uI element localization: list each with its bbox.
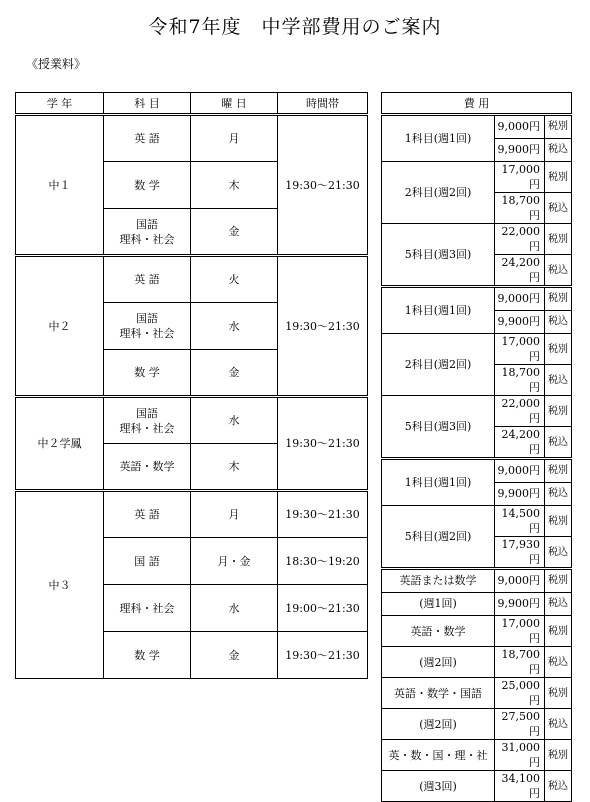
- fee-group-2: [382, 287, 572, 459]
- time-cell: 19:30～21:30: [278, 256, 368, 397]
- time-cell: 19:30～21:30: [278, 397, 368, 491]
- tax-in-tag: 税込: [545, 193, 572, 224]
- price-in-tax: 9,900円: [495, 310, 545, 334]
- page-title: 令和7年度 中学部費用のご案内: [148, 16, 442, 38]
- subject-cell: 英語・数学: [104, 444, 191, 491]
- tax-in-tag: 税込: [545, 138, 572, 162]
- subject-cell: 英 語: [104, 115, 191, 162]
- tax-in-tag: 税込: [545, 592, 572, 616]
- day-cell: 水: [191, 397, 278, 444]
- price-ex-tax: 9,000円: [495, 115, 545, 139]
- subject-cell: 英 語: [104, 256, 191, 303]
- tax-in-tag: 税込: [545, 255, 572, 287]
- subject-cell: [104, 397, 191, 444]
- subject-line: 理科・社会: [119, 327, 175, 340]
- subject-cell: 数 学: [104, 632, 191, 679]
- time-cell: 19:30～21:30: [278, 491, 368, 538]
- course-label: 1科目(週1回): [382, 115, 495, 162]
- course-frequency: (週2回): [382, 709, 495, 740]
- price-in-tax: 18,700円: [495, 365, 545, 396]
- subject-cell: 数 学: [104, 350, 191, 397]
- course-label: 英語または数学: [382, 569, 495, 593]
- subject-line: 理科・社会: [119, 232, 175, 246]
- price-in-tax: 18,700円: [495, 193, 545, 224]
- tax-ex-tag: 税別: [545, 224, 572, 255]
- day-cell: 木: [191, 444, 278, 491]
- price-ex-tax: 14,500円: [495, 506, 545, 537]
- course-label: 2科目(週2回): [382, 334, 495, 396]
- tax-ex-tag: 税別: [545, 162, 572, 193]
- section-label: 《授業料》: [26, 57, 87, 71]
- course-label: 英・数・国・理・社: [382, 740, 495, 771]
- tax-in-tag: 税込: [545, 709, 572, 740]
- course-frequency: (週1回): [382, 592, 495, 616]
- fee-group-1: [382, 115, 572, 287]
- grade-cell: 中２: [16, 256, 104, 397]
- tax-in-tag: 税込: [545, 771, 572, 802]
- fee-group-4: [382, 569, 572, 802]
- time-cell: 19:30～21:30: [278, 115, 368, 256]
- price-ex-tax: 17,000円: [495, 334, 545, 365]
- price-in-tax: 9,900円: [495, 482, 545, 506]
- subject-cell: 理科・社会: [104, 585, 191, 632]
- time-cell: 18:30～19:20: [278, 538, 368, 585]
- price-ex-tax: 17,000円: [495, 162, 545, 193]
- tax-ex-tag: 税別: [545, 287, 572, 311]
- price-ex-tax: 22,000円: [495, 396, 545, 427]
- price-ex-tax: 25,000円: [495, 678, 545, 709]
- time-cell: 19:30～21:30: [278, 632, 368, 679]
- tax-ex-tag: 税別: [545, 616, 572, 647]
- tax-in-tag: 税込: [545, 537, 572, 569]
- course-label: 英語・数学: [382, 616, 495, 647]
- day-cell: 月: [191, 115, 278, 162]
- price-in-tax: 24,200円: [495, 255, 545, 287]
- day-cell: 金: [191, 350, 278, 397]
- day-cell: 月・金: [191, 538, 278, 585]
- price-ex-tax: 22,000円: [495, 224, 545, 255]
- day-cell: 木: [191, 162, 278, 209]
- price-in-tax: 18,700円: [495, 647, 545, 678]
- tax-ex-tag: 税別: [545, 334, 572, 365]
- header-subject: 科 目: [104, 93, 191, 115]
- grade-cell: 中３: [16, 491, 104, 679]
- tax-ex-tag: 税別: [545, 740, 572, 771]
- tax-ex-tag: 税別: [545, 115, 572, 139]
- fee-group-3: [382, 459, 572, 569]
- tax-in-tag: 税込: [545, 310, 572, 334]
- tax-ex-tag: 税別: [545, 678, 572, 709]
- fee-table: [381, 92, 572, 802]
- schedule-table: [15, 92, 368, 679]
- header-grade: 学 年: [16, 93, 104, 115]
- grade-cell: 中１: [16, 115, 104, 256]
- price-in-tax: 17,930円: [495, 537, 545, 569]
- subject-line: 国語: [136, 406, 158, 420]
- price-in-tax: 27,500円: [495, 709, 545, 740]
- price-in-tax: 9,900円: [495, 592, 545, 616]
- subject-cell: [104, 303, 191, 350]
- course-label: 5科目(週3回): [382, 396, 495, 459]
- tax-in-tag: 税込: [545, 365, 572, 396]
- course-frequency: (週3回): [382, 771, 495, 802]
- course-label: 英語・数学・国語: [382, 678, 495, 709]
- tax-ex-tag: 税別: [545, 396, 572, 427]
- subject-line: 国語: [136, 312, 158, 325]
- price-in-tax: 24,200円: [495, 427, 545, 459]
- price-in-tax: 34,100円: [495, 771, 545, 802]
- tax-ex-tag: 税別: [545, 506, 572, 537]
- course-label: 5科目(週3回): [382, 224, 495, 287]
- subject-cell: 数 学: [104, 162, 191, 209]
- price-ex-tax: 9,000円: [495, 569, 545, 593]
- tax-in-tag: 税込: [545, 482, 572, 506]
- price-ex-tax: 9,000円: [495, 459, 545, 483]
- day-cell: 水: [191, 585, 278, 632]
- tax-ex-tag: 税別: [545, 569, 572, 593]
- subject-cell: 国 語: [104, 538, 191, 585]
- header-fee: 費 用: [382, 93, 572, 115]
- day-cell: 水: [191, 303, 278, 350]
- course-label: 1科目(週1回): [382, 459, 495, 506]
- subject-cell: 英 語: [104, 491, 191, 538]
- tax-ex-tag: 税別: [545, 459, 572, 483]
- course-label: 5科目(週2回): [382, 506, 495, 569]
- schedule-group-3: [16, 397, 368, 491]
- day-cell: 月: [191, 491, 278, 538]
- time-cell: 19:00～21:30: [278, 585, 368, 632]
- day-cell: 火: [191, 256, 278, 303]
- price-ex-tax: 9,000円: [495, 287, 545, 311]
- tax-in-tag: 税込: [545, 647, 572, 678]
- schedule-group-1: [16, 115, 368, 256]
- course-label: 1科目(週1回): [382, 287, 495, 334]
- day-cell: 金: [191, 632, 278, 679]
- day-cell: 金: [191, 209, 278, 256]
- course-label: 2科目(週2回): [382, 162, 495, 224]
- price-ex-tax: 17,000円: [495, 616, 545, 647]
- subject-cell: [104, 209, 191, 256]
- subject-line: 国語: [136, 217, 158, 231]
- subject-line: 理科・社会: [119, 421, 175, 435]
- schedule-group-4: [16, 491, 368, 679]
- header-time: 時間帯: [278, 93, 368, 115]
- price-ex-tax: 31,000円: [495, 740, 545, 771]
- course-frequency: (週2回): [382, 647, 495, 678]
- price-in-tax: 9,900円: [495, 138, 545, 162]
- header-day: 曜 日: [191, 93, 278, 115]
- schedule-group-2: [16, 256, 368, 397]
- tax-in-tag: 税込: [545, 427, 572, 459]
- grade-cell: 中２学鳳: [16, 397, 104, 491]
